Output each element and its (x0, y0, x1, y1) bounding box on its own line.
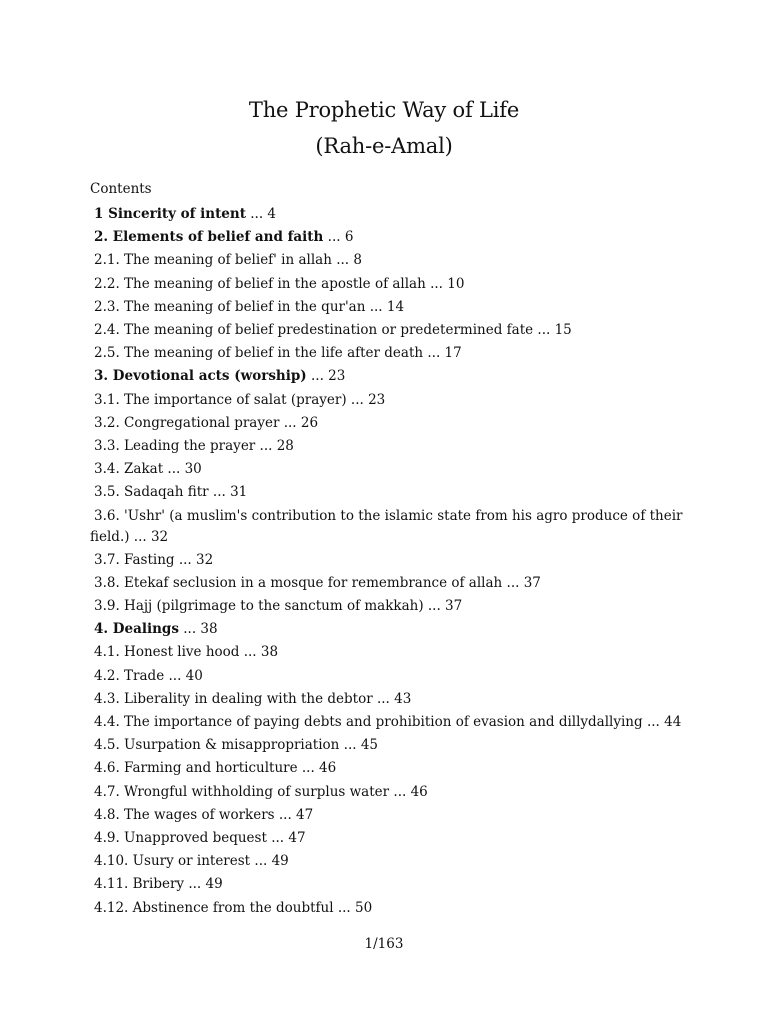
toc-entry-page: ... 30 (163, 461, 202, 478)
toc-entry-page: ... 38 (178, 621, 218, 638)
toc-entry[interactable] (90, 505, 690, 549)
toc-entry-page: ... 47 (274, 806, 314, 823)
toc-entry-page: ... 6 (323, 229, 354, 246)
toc-entry-title: 3.1. The importance of salat (prayer) (94, 391, 347, 408)
toc-entry-page: ... 31 (208, 484, 248, 501)
toc-entry-title: 4.5. Usurpation & misappropriation (94, 737, 340, 754)
toc-entry-title: 2. Elements of belief and faith (94, 229, 324, 246)
toc-entry-title: 4.8. The wages of workers (94, 806, 275, 823)
toc-entry[interactable] (90, 226, 690, 249)
toc-entry-page: ... 49 (250, 853, 289, 870)
toc-entry-title: 3.6. 'Ushr' (a muslim's contribution to the islamic state from his agro produce of their field.) (90, 507, 683, 545)
toc-entry-title: 4. Dealings (94, 621, 179, 638)
toc-entry[interactable] (90, 897, 690, 920)
toc-entry-title: 2.5. The meaning of belief in the life after death (94, 345, 424, 362)
toc-entry-title: 3.5. Sadaqah fitr (94, 484, 209, 501)
toc-entry-page: ... 14 (365, 298, 405, 315)
toc-entry[interactable] (90, 365, 690, 388)
toc-entry[interactable] (90, 458, 690, 481)
toc-entry[interactable] (90, 296, 690, 319)
toc-entry-page: ... 26 (279, 414, 319, 431)
toc-entry[interactable] (90, 711, 690, 734)
toc-entry-page: ... 4 (245, 206, 276, 222)
toc-entry-page: ... 32 (174, 551, 214, 568)
toc-entry[interactable] (90, 412, 690, 435)
toc-entry-page: ... 40 (164, 667, 203, 684)
toc-entry[interactable] (90, 342, 690, 365)
contents-heading: Contents (90, 181, 152, 197)
toc-entry-title: 3.2. Congregational prayer (94, 414, 280, 431)
toc-entry-page: ... 50 (333, 899, 373, 916)
toc-entry-title: 2.4. The meaning of belief predestination or predetermined fate (94, 322, 534, 339)
toc-entry-page: ... 49 (184, 876, 223, 893)
toc-entry[interactable] (90, 249, 690, 272)
toc-entry[interactable] (90, 319, 690, 342)
toc-entry[interactable] (90, 688, 690, 711)
toc-entry-page: ... 46 (389, 783, 428, 800)
page-indicator: 1/163 (364, 936, 404, 952)
toc-entry-title: 3. Devotional acts (worship) (94, 368, 307, 385)
toc-entry[interactable] (90, 618, 690, 641)
toc-entry-page: ... 10 (425, 275, 465, 292)
toc-entry-page: ... 37 (502, 574, 541, 591)
toc-entry-page: ... 38 (239, 644, 279, 661)
toc-entry-title: 4.11. Bribery (94, 876, 185, 893)
toc-entry-page: ... 15 (533, 322, 572, 339)
toc-entry[interactable] (90, 665, 690, 688)
toc-entry-title: 3.8. Etekaf seclusion in a mosque for remembrance of allah (94, 574, 503, 591)
toc-entry[interactable] (90, 435, 690, 458)
toc-entry-page: ... 28 (255, 438, 294, 455)
toc-entry-title: 4.7. Wrongful withholding of surplus water (94, 783, 390, 800)
toc-entry-title: 4.2. Trade (94, 667, 165, 684)
toc-entry-page: ... 46 (297, 760, 337, 777)
toc-entry-title: 2.1. The meaning of belief' in allah (94, 252, 332, 269)
toc-entry-title: 4.6. Farming and horticulture (94, 760, 298, 777)
toc-entry-title: 4.9. Unapproved bequest (94, 830, 267, 847)
toc-entry[interactable] (90, 595, 690, 618)
document-title: The Prophetic Way of Life (248, 98, 520, 122)
toc-entry-page: ... 43 (372, 690, 412, 707)
toc-entry-title: 4.4. The importance of paying debts and prohibition of evasion and dillydallying (94, 714, 643, 731)
toc-entry[interactable] (90, 757, 690, 780)
toc-entry[interactable] (90, 804, 690, 827)
toc-entry[interactable] (90, 549, 690, 572)
toc-entry-title: 2.2. The meaning of belief in the apostle of allah (94, 275, 426, 292)
toc-entry[interactable] (90, 273, 690, 296)
toc-entry[interactable] (90, 203, 690, 226)
toc-entry-title: 3.3. Leading the prayer (94, 438, 256, 455)
toc-entry-title: 4.1. Honest live hood (94, 644, 240, 661)
toc-entry-title: 3.4. Zakat (94, 461, 164, 478)
toc-entry[interactable] (90, 481, 690, 504)
toc-entry-page: ... 23 (306, 368, 346, 385)
toc-entry-title: 4.12. Abstinence from the doubtful (94, 899, 334, 916)
toc-entry-title: 3.7. Fasting (94, 551, 175, 568)
table-of-contents (90, 203, 690, 920)
document-subtitle: (Rah-e-Amal) (315, 134, 453, 158)
toc-entry-title: 4.10. Usury or interest (94, 853, 251, 870)
toc-entry[interactable] (90, 873, 690, 896)
toc-entry[interactable] (90, 389, 690, 412)
toc-entry-title: 3.9. Hajj (pilgrimage to the sanctum of makkah) (94, 598, 424, 615)
toc-entry[interactable] (90, 781, 690, 804)
toc-entry[interactable] (90, 572, 690, 595)
toc-entry-page: ... 23 (346, 391, 386, 408)
toc-entry[interactable] (90, 641, 690, 664)
toc-entry-page: ... 17 (423, 345, 462, 362)
toc-entry-page: ... 32 (129, 528, 169, 545)
toc-entry-page: ... 44 (642, 714, 682, 731)
toc-entry-page: ... 47 (266, 830, 306, 847)
toc-entry-page: ... 45 (339, 737, 378, 754)
toc-entry[interactable] (90, 850, 690, 873)
toc-entry-page: ... 37 (423, 598, 463, 615)
toc-entry-page: ... 8 (331, 252, 362, 269)
toc-entry[interactable] (90, 734, 690, 757)
toc-entry-title: 4.3. Liberality in dealing with the debtor (94, 690, 373, 707)
toc-entry-title: 2.3. The meaning of belief in the qur'an (94, 298, 366, 315)
toc-entry[interactable] (90, 827, 690, 850)
toc-entry-title: 1 Sincerity of intent (94, 206, 246, 222)
